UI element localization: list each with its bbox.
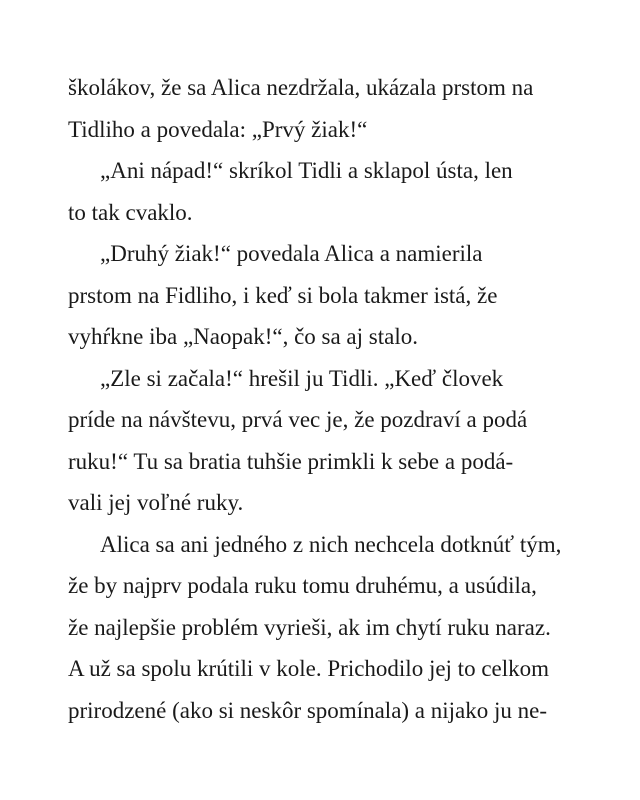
text-line: to tak cvaklo. <box>68 199 193 225</box>
text-line: Tidliho a povedala: „Prvý žiak!“ <box>68 116 368 142</box>
text-line-indented: „Ani nápad!“ skríkol Tidli a sklapol ústa, len <box>100 158 513 183</box>
text-line: školákov, že sa Alica nezdržala, ukázala prstom na <box>68 75 534 100</box>
text-line: že najlepšie problém vyrieši, ak im chytí ruku naraz. <box>68 614 551 640</box>
text-line: ruku!“ Tu sa bratia tuhšie primkli k sebe a podá- <box>68 448 514 474</box>
text-line: A už sa spolu krútili v kole. Prichodilo jej to celkom <box>68 656 550 681</box>
text-line: príde na návštevu, prvá vec je, že pozdraví a podá <box>68 407 528 432</box>
text-line: že by najprv podala ruku tomu druhému, a usúdila, <box>68 573 537 598</box>
text-line-indented: Alica sa ani jedného z nich nechcela dotknúť tým, <box>100 531 562 557</box>
text-line-indented: „Zle si začala!“ hrešil ju Tidli. „Keď človek <box>100 365 504 391</box>
text-line: vali jej voľné ruky. <box>68 490 244 515</box>
text-line: prirodzené (ako si neskôr spomínala) a nijako ju ne- <box>68 697 548 723</box>
text-line-indented: „Druhý žiak!“ povedala Alica a namierila <box>100 241 483 266</box>
text-line: prstom na Fidliho, i keď si bola takmer istá, že <box>68 282 498 308</box>
text-line: vyhŕkne iba „Naopak!“, čo sa aj stalo. <box>68 324 418 349</box>
